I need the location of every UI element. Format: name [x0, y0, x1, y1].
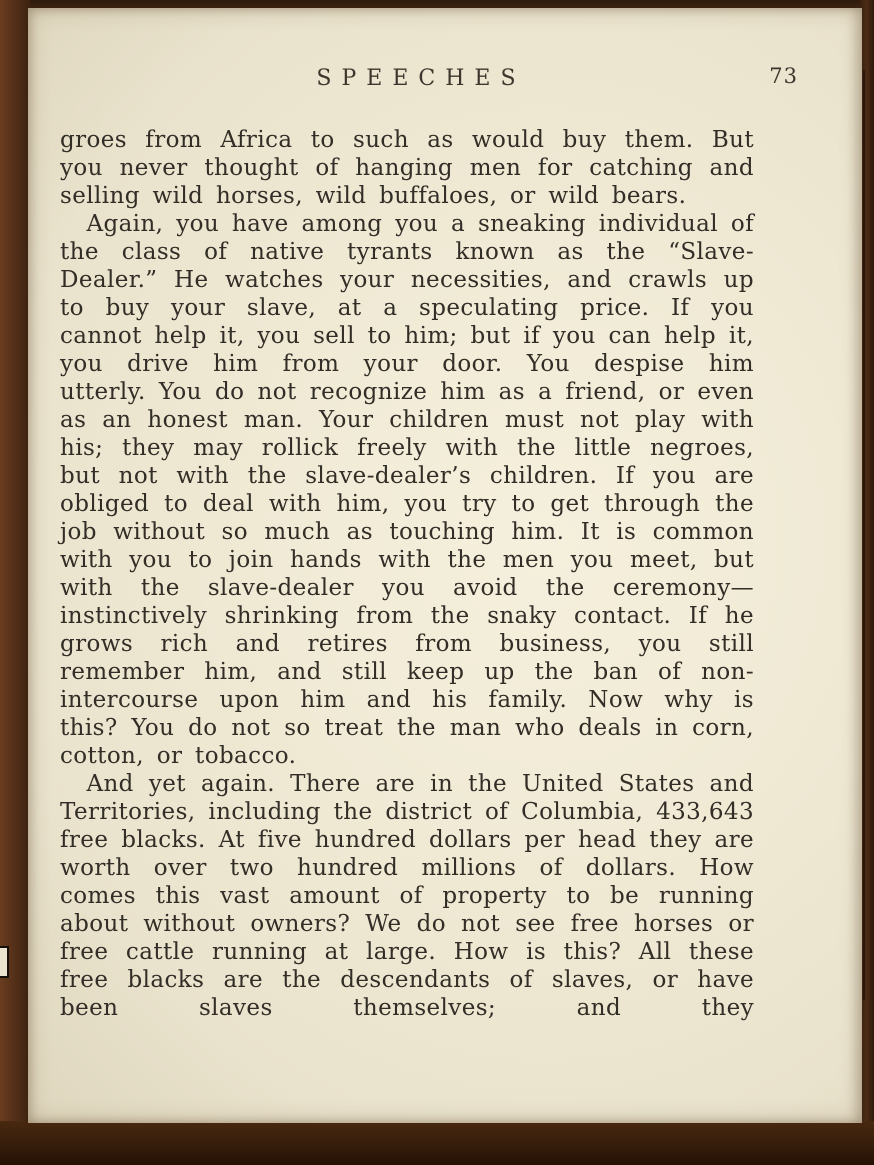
page-edge-shadow [863, 70, 865, 1000]
body-text [60, 126, 754, 1022]
page-number: 73 [769, 64, 798, 88]
paragraph-slave-dealer: Again, you have among you a sneaking individual of the class of native tyrants known as the “Slave-Dealer.” He watches your necessities, and crawls up to buy your slave, at a speculating price. If you cannot help it, you sell to him; but if you can help it, you drive him from your door. You despise him utterly. You do not recognize him as a friend, or even as an honest man. Your children must not play with his; they may rollick freely with the little negroes, but not with the slave-dealer’s children. If you are obliged to deal with him, you try to get through the job without so much as touching him. It is common with you to join hands with the men you meet, but with the slave-dealer you avoid the ceremony—instinctively shrinking from the snaky contact. If he grows rich and retires from business, you still remember him, and still keep up the ban of non-intercourse upon him and his family. Now why is this? You do not so treat the man who deals in corn, cotton, or tobacco. [60, 211, 754, 769]
paragraph-continuation: groes from Africa to such as would buy them. But you never thought of hanging men for catching and selling wild horses, wild buffaloes, or wild bears. [60, 127, 754, 209]
book-page [28, 8, 862, 1123]
photo-frame-bottom [0, 1121, 874, 1165]
paragraph-free-blacks: And yet again. There are in the United States and Territories, including the district of Columbia, 433,643 free blacks. At five hundred dollars per head they are worth over two hundred millions of dollars. How comes this vast amount of property to be running about without owners? We do not see free horses or free cattle running at large. How is this? All these free blacks are the descendants of slaves, or have been slaves themselves; and they [60, 771, 754, 1021]
photo-frame-left [0, 0, 30, 1165]
page-header [28, 8, 862, 100]
running-head-title: SPEECHES [316, 66, 526, 91]
photo-artifact-mark [0, 946, 9, 978]
